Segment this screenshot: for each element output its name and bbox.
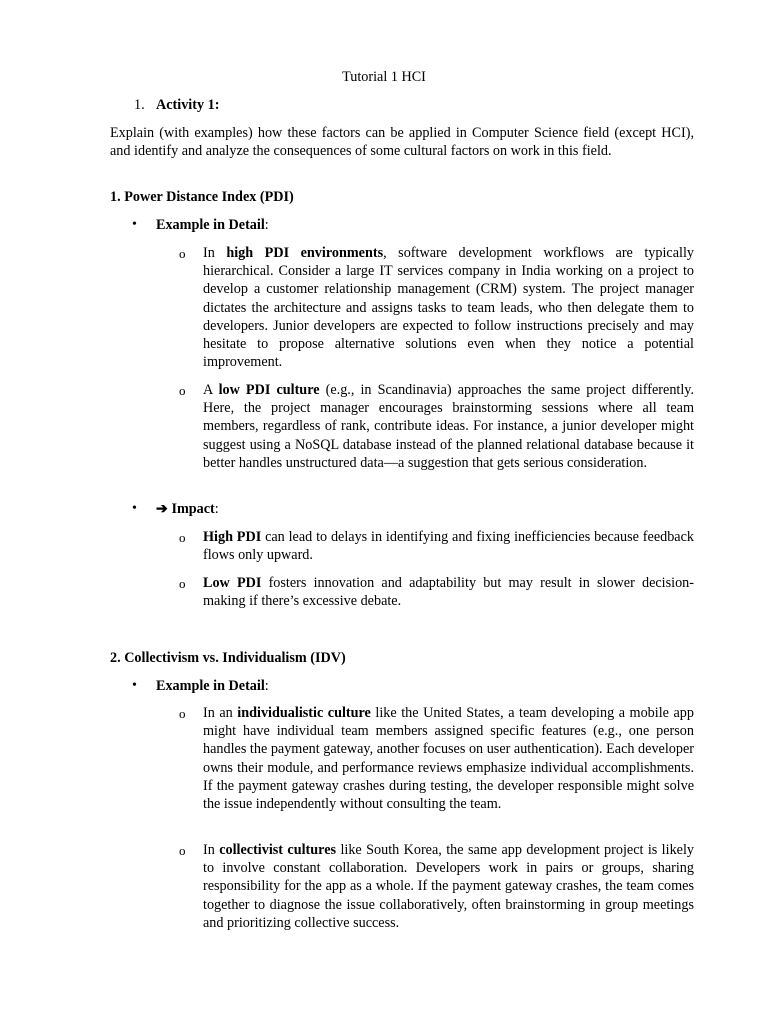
section-heading-idv: 2. Collectivism vs. Individualism (IDV) bbox=[110, 650, 346, 666]
example-label-idv: Example in Detail: bbox=[156, 678, 269, 694]
pdi-example-high: In high PDI environments, software development workflows are typically hierarchical. Consider a large IT services company in India working on a project to develop a customer relationship management (CRM) system. The project manager dictates the architecture and assigns tasks to team leads, who then delegate them to developers. Junior developers are expected to follow instructions precisely and may hesitate to propose alternative solutions even when they notice a potential improvement. bbox=[203, 245, 695, 371]
pdi-impact-low: Low PDI fosters innovation and adaptability but may result in slower decision-making if there’s excessive debate. bbox=[203, 575, 694, 610]
impact-label-pdi: ➔ Impact: bbox=[156, 501, 219, 517]
idv-example-collectivist: In collectivist cultures like South Korea, the same app development project is likely to involve constant collaboration. Developers work in pairs or groups, sharing responsibility for the app as a whole. If the payment gateway crashes, the team comes together to diagnose the issue collaboratively, often brainstorming in group meetings and prioritizing collective success. bbox=[203, 842, 694, 931]
sub-bullet: o bbox=[179, 246, 186, 261]
example-label-pdi: Example in Detail: bbox=[156, 217, 269, 233]
sub-bullet: o bbox=[179, 843, 186, 858]
idv-example-individualistic: In an individualistic culture like the United States, a team developing a mobile app might have individual team members assigned specific features (e.g., one person handles the payment gateway, another focuses on user authentication). Each developer owns their module, and performance reviews emphasize individual accomplishments. If the payment gateway crashes during testing, the developer responsible might solve the issue independently without consulting the team. bbox=[203, 705, 694, 813]
bullet-point: • bbox=[132, 678, 137, 693]
intro-paragraph: Explain (with examples) how these factors can be applied in Computer Science field (except HCI), and identify and analyze the consequences of some cultural factors on work in this field. bbox=[110, 125, 694, 160]
document-title: Tutorial 1 HCI bbox=[342, 69, 426, 85]
section-heading-pdi: 1. Power Distance Index (PDI) bbox=[110, 189, 294, 205]
pdi-impact-high: High PDI can lead to delays in identifying and fixing inefficiencies because feedback flows only upward. bbox=[203, 529, 694, 564]
bullet-point: • bbox=[132, 501, 137, 516]
sub-bullet: o bbox=[179, 530, 186, 545]
sub-bullet: o bbox=[179, 576, 186, 591]
bullet-point: • bbox=[132, 217, 137, 232]
arrow-icon: ➔ bbox=[156, 501, 168, 517]
sub-bullet: o bbox=[179, 383, 186, 398]
activity-number: 1. bbox=[134, 97, 145, 113]
pdi-example-low: A low PDI culture (e.g., in Scandinavia) approaches the same project differently. Here, the project manager encourages brainstorming sessions where all team members, regardless of rank, contribute ideas. For instance, a junior developer might suggest using a NoSQL database instead of the planned relational database because it better handles unstructured data—a suggestion that gets serious consideration. bbox=[203, 382, 695, 471]
sub-bullet: o bbox=[179, 706, 186, 721]
activity-label: Activity 1: bbox=[156, 97, 220, 113]
